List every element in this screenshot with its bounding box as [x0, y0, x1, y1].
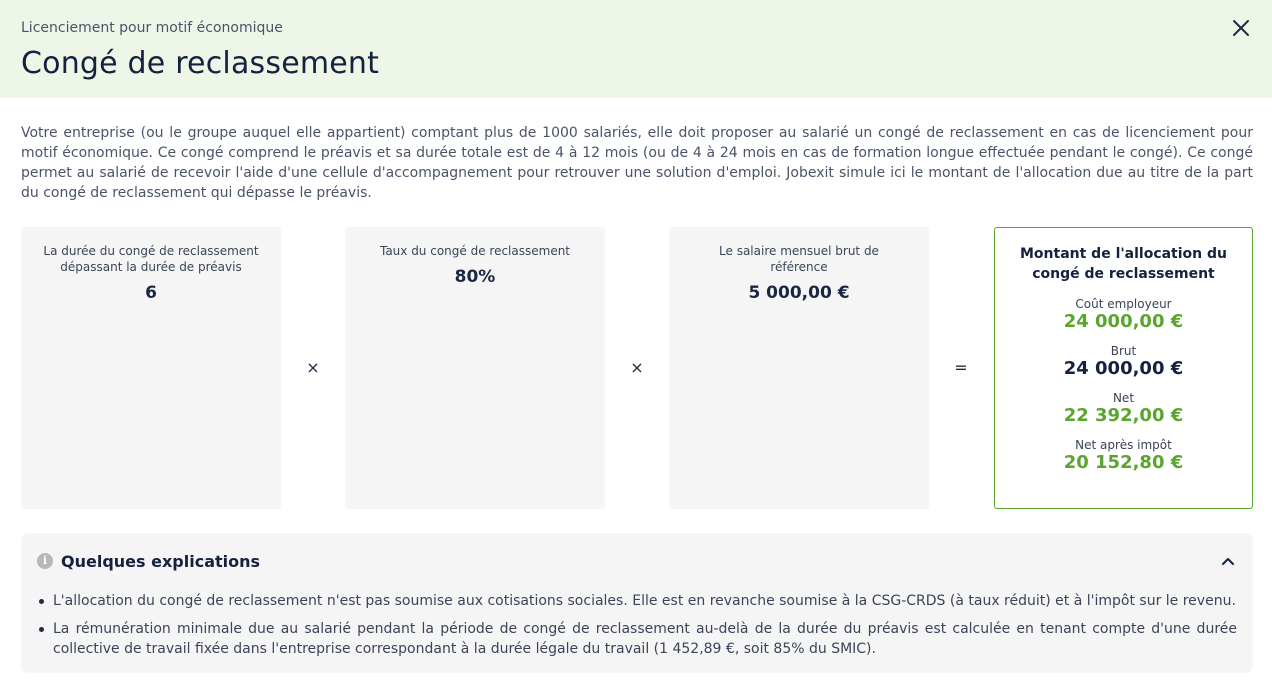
explanations-title: Quelques explications: [61, 552, 261, 571]
explanations-list: [53, 591, 1237, 667]
result-value: 24 000,00 €: [1063, 311, 1184, 332]
result-row-employer-cost: [995, 297, 1252, 332]
card-salary: [669, 227, 929, 509]
equals-operator: =: [954, 358, 968, 377]
card-duration: [21, 227, 281, 509]
multiply-operator: ×: [630, 358, 644, 377]
result-value: 24 000,00 €: [1063, 358, 1184, 379]
result-title: Montant de l'allocation du congé de reclassement: [1019, 246, 1227, 282]
result-row-net: [995, 391, 1252, 426]
result-label: Net après impôt: [1075, 438, 1172, 452]
intro-text: Votre entreprise (ou le groupe auquel elle appartient) comptant plus de 1000 salariés, elle doit proposer au salarié un congé de reclassement en cas de licenciement pour motif économique. Ce congé comprend le préavis et sa durée totale est de 4 à 12 mois (ou de 4 à 24 mois en cas de formation longue effectuée pendant le congé). Ce congé permet au salarié de recevoir l'aide d'une cellule d'accompagnement pour retrouver une solution d'emploi. Jobexit simule ici le montant de l'allocation due au titre de la part du congé de reclassement qui dépasse le préavis.: [21, 125, 1253, 201]
result-card: [994, 227, 1253, 509]
result-label: Brut: [1110, 344, 1137, 358]
close-button[interactable]: [1229, 16, 1253, 40]
card-label: Le salaire mensuel brut de référence: [719, 244, 879, 274]
card-value: 80%: [454, 267, 496, 287]
collapse-toggle-button[interactable]: [1219, 553, 1237, 571]
result-label: Net: [1112, 391, 1135, 405]
explanations-panel: [21, 533, 1253, 673]
result-row-gross: [995, 344, 1252, 379]
close-icon: [1229, 16, 1253, 40]
list-item: La rémunération minimale due au salarié pendant la période de congé de reclassement au-delà de la durée du préavis est calculée en tenant compte d'une durée collective de travail fixée dans l'entreprise correspondant à la durée légale du travail (1 452,89 €, soit 85% du SMIC).: [53, 621, 1237, 657]
card-value: 6: [145, 283, 157, 303]
multiply-operator: ×: [306, 358, 320, 377]
card-label: La durée du congé de reclassement dépassant la durée de préavis: [43, 244, 259, 274]
result-value: 22 392,00 €: [1063, 405, 1184, 426]
list-item: L'allocation du congé de reclassement n'est pas soumise aux cotisations sociales. Elle est en revanche soumise à la CSG-CRDS (à taux réduit) et à l'impôt sur le revenu.: [53, 593, 1236, 609]
chevron-up-icon: [1219, 553, 1237, 571]
page-title: Congé de reclassement: [21, 46, 380, 81]
header: [0, 0, 1272, 98]
page-subtitle: Licenciement pour motif économique: [21, 20, 283, 36]
result-row-net-after-tax: [995, 438, 1252, 473]
result-label: Coût employeur: [1075, 297, 1172, 311]
card-label: Taux du congé de reclassement: [379, 244, 571, 258]
result-value: 20 152,80 €: [1063, 452, 1184, 473]
info-icon: i: [37, 553, 53, 569]
card-value: 5 000,00 €: [748, 283, 850, 303]
card-rate: [345, 227, 605, 509]
